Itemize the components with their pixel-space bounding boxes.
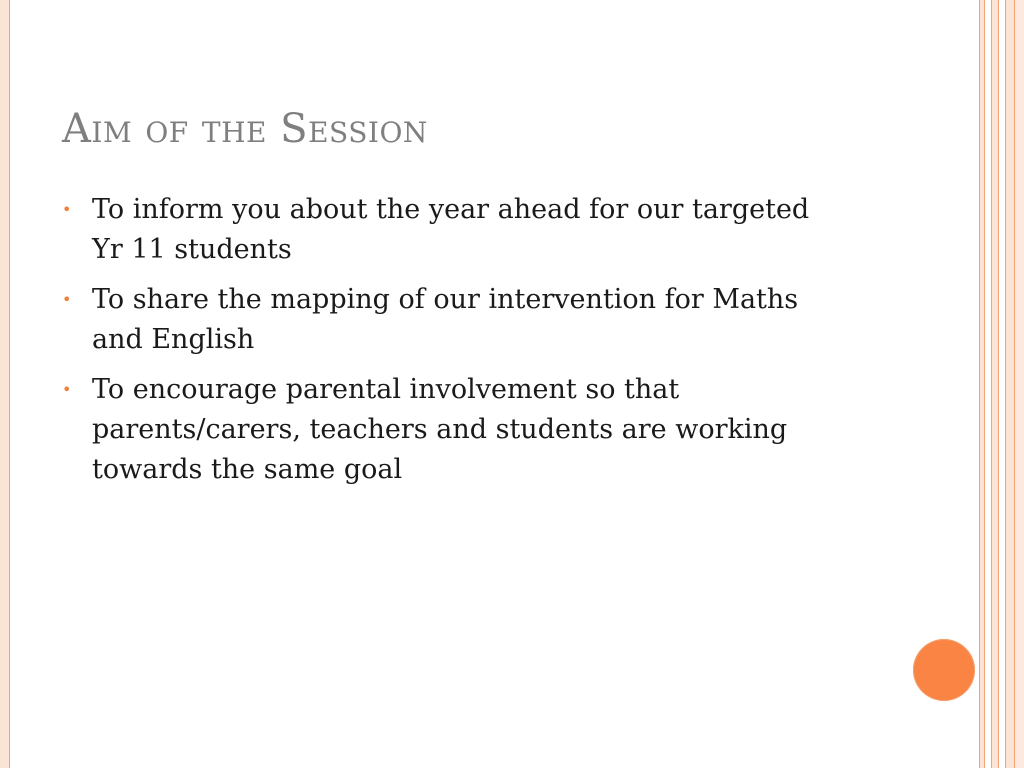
bullet-marker-icon: • — [62, 290, 72, 309]
bullet-text: To encourage parental involvement so that parents/carers, teachers and students are working towards the same goal — [92, 374, 788, 485]
bullet-marker-icon: • — [62, 380, 72, 399]
bullet-text: To inform you about the year ahead for our targeted Yr 11 students — [92, 194, 810, 265]
bullet-item — [62, 190, 822, 270]
stripe — [1015, 0, 1024, 768]
bullet-item — [62, 280, 822, 360]
bullet-text: To share the mapping of our intervention for Maths and English — [92, 284, 799, 355]
left-border-decoration — [0, 0, 10, 768]
bullet-marker-icon: • — [62, 200, 72, 219]
right-stripe-decoration — [979, 0, 1024, 768]
bullet-item — [62, 370, 822, 490]
slide-title: Aim of the Session — [62, 106, 428, 152]
stripe — [991, 0, 999, 768]
bullet-list — [62, 190, 822, 500]
orange-circle-icon — [913, 639, 975, 701]
stripe — [1005, 0, 1015, 768]
